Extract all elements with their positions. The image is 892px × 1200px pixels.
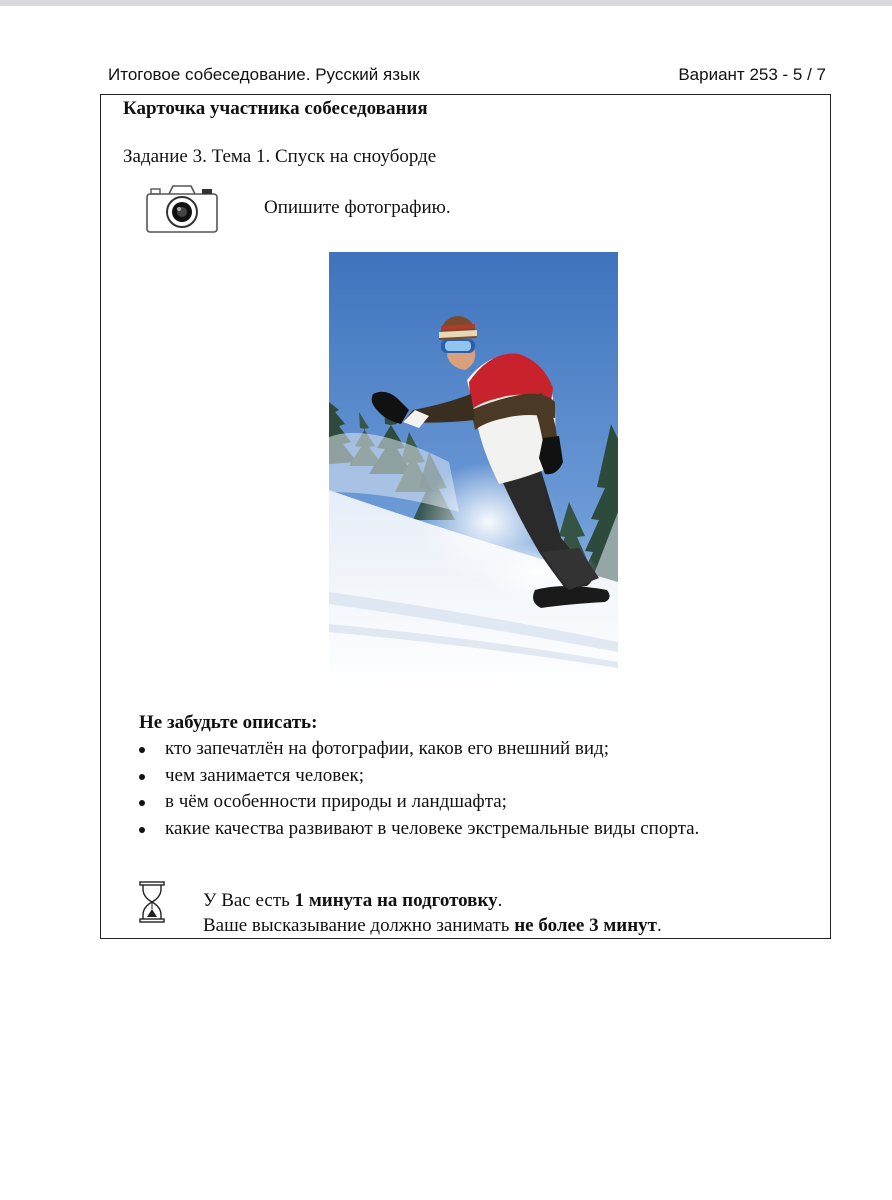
hourglass-icon [139, 881, 165, 923]
bullet-dot [139, 774, 145, 780]
list-item: в чём особенности природы и ландшафта; [139, 789, 699, 816]
list-item: чем занимается человек; [139, 763, 699, 790]
card-title: Карточка участника собеседования [123, 98, 428, 119]
prep-time-line: У Вас есть 1 минута на подготовку. [203, 890, 503, 911]
bullet-dot [139, 747, 145, 753]
bullet-dot [139, 800, 145, 806]
task-topic: Задание 3. Тема 1. Спуск на сноуборде [123, 146, 437, 167]
list-item: какие качества развивают в человеке экстремальные виды спорта. [139, 816, 699, 843]
time-info [203, 888, 662, 938]
reminder-title: Не забудьте описать: [139, 712, 318, 733]
description-points-list [139, 736, 699, 842]
snowboarder-photo [329, 252, 618, 689]
page-header [108, 63, 826, 89]
list-item: кто запечатлён на фотографии, каков его внешний вид; [139, 736, 699, 763]
variant-page-number: Вариант 253 - 5 / 7 [678, 65, 826, 84]
exam-title: Итоговое собеседование. Русский язык [108, 65, 420, 84]
bullet-dot [139, 827, 145, 833]
speech-time-line: Ваше высказывание должно занимать не более 3 минут. [203, 915, 662, 936]
camera-icon [144, 183, 220, 235]
describe-photo-instruction: Опишите фотографию. [264, 197, 451, 218]
viewer-top-bar [0, 0, 892, 6]
participant-card [100, 94, 831, 939]
